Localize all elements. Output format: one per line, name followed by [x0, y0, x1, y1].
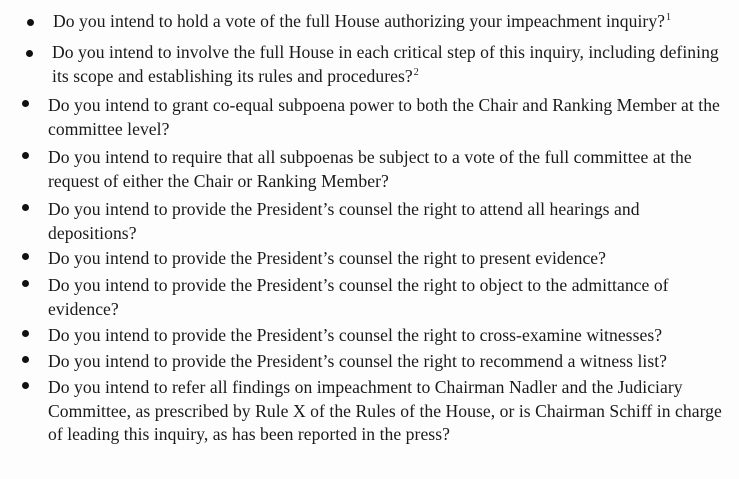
- bullet-icon: [22, 280, 29, 287]
- bullet-icon: [22, 152, 29, 159]
- bullet-icon: [27, 19, 34, 26]
- footnote-marker: 1: [666, 12, 672, 24]
- bullet-icon: [26, 50, 33, 57]
- question-text: Do you intend to provide the President’s counsel the right to recommend a witness list?: [48, 351, 668, 371]
- bullet-icon: [22, 253, 29, 260]
- bullet-icon: [22, 330, 29, 337]
- bullet-icon: [22, 356, 29, 363]
- question-text: [53, 10, 739, 34]
- footnote-marker: 2: [413, 66, 419, 78]
- question-text: [52, 41, 727, 88]
- question-text: Do you intend to require that all subpoenas be subject to a vote of the full committee at the request of either the Chair or Ranking Member?: [48, 147, 692, 191]
- bullet-icon: [22, 204, 29, 211]
- question-text: Do you intend to provide the President’s counsel the right to object to the admittance of evidence?: [48, 275, 669, 319]
- question-text: Do you intend to grant co-equal subpoena power to both the Chair and Ranking Member at the committee level?: [48, 95, 720, 139]
- bullet-icon: [22, 100, 29, 107]
- question-text: Do you intend to provide the President’s counsel the right to attend all hearings and depositions?: [48, 199, 640, 243]
- question-text: Do you intend to refer all findings on impeachment to Chairman Nadler and the Judiciary Committee, as prescribed by Rule X of the Rules of the House, or is Chairman Schiff in charge of leading this inquiry, as has been reported in the press?: [48, 377, 722, 444]
- question-text-body: Do you intend to hold a vote of the full House authorizing your impeachment inquiry?: [53, 11, 666, 31]
- question-text: Do you intend to provide the President’s counsel the right to present evidence?: [48, 248, 607, 268]
- question-text-body: Do you intend to involve the full House in each critical step of this inquiry, including defining its scope and establishing its rules and procedures?: [52, 42, 719, 86]
- bullet-icon: [22, 382, 29, 389]
- question-text: Do you intend to provide the President’s counsel the right to cross-examine witnesses?: [48, 325, 663, 345]
